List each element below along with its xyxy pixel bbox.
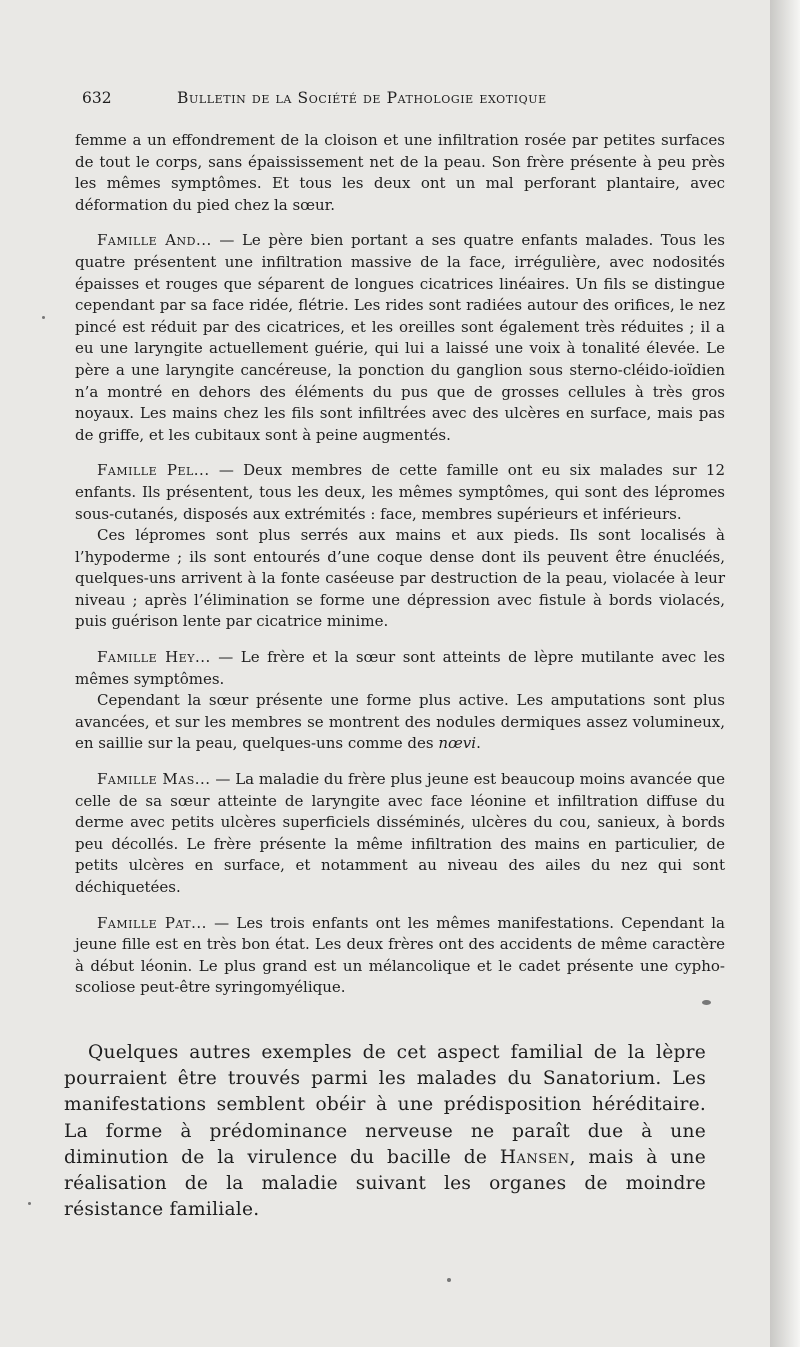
family-name: Famille Mas... (97, 770, 211, 789)
conclusion-end: , mais à une réalisation de la maladie suivant les organes de moindre résistance familiale. (64, 1146, 707, 1221)
family-name: Famille Hey... (97, 648, 211, 667)
ink-blot (702, 1000, 711, 1005)
author-name: Hansen (499, 1146, 570, 1168)
paragraph-text: Cependant la sœur présente une forme plus active. Les amputations sont plus avancées, et sur les membres se montrent des nodules dermiques assez volumineux, en saillie sur la peau, quelques-uns comme des (75, 691, 725, 753)
paragraph-soeur-active (75, 690, 725, 755)
paragraph-text: Ces lépromes sont plus serrés aux mains et aux pieds. Ils sont localisés à l’hypoderme ; ils sont entourés d’une coque dense dont ils peuvent être énucléés, quelques-uns arrivent à la fonte caséeuse par destruction de la peau, violacée à leur niveau ; après l’élimination se forme une dépression avec fistule à bords violacés, puis guérison lente par cicatrice minime. (75, 526, 725, 631)
page-speck (447, 1278, 451, 1282)
paragraph-famille-and (75, 230, 725, 446)
conclusion-start: Quelques autres exemples de cet aspect familial de la lèpre pourraient être trouvés parmi les malades du Sanatorium. Les manifestations semblent obéir à une prédisposition héréditaire. La forme à prédominance nerveuse ne paraît due à une diminution de la virulence du bacille de (64, 1042, 706, 1168)
paragraph-text: femme a un effondrement de la cloison et une infiltration rosée par petites surfaces de tout le corps, sans épaississement net de la peau. Son frère présente à peu près les mêmes symptômes. Et tous les deux ont un mal perforant plantaire, avec déformation du pied chez la sœur. (75, 131, 725, 214)
paragraph-text: — Le frère et la sœur sont atteints de lèpre mutilante avec les mêmes symptômes. (75, 648, 726, 688)
paragraph-text: — Le père bien portant a ses quatre enfants malades. Tous les quatre présentent une infiltration massive de la face, irrégulière, avec nodosités épaisses et rouges que séparent de longues cicatrices linéaires. Un fils se distingue cependant par sa face ridée, flétrie. Les rides sont radiées autour des orifices, le nez pincé est réduit par des cicatrices, et les oreilles sont également très réduites ; il a eu une laryngite actuellement guérie, qui lui a laissé une voix à tonalité élevée. Le père a une laryngite cancéreuse, la ponction du ganglion sous sterno-cléido-ioïdien n’a montré en dehors des éléments du pus que de grosses cellules à très gros noyaux. Les mains chez les fils sont infiltrées avec des ulcères en surface, mais pas de griffe, et les cubitaux sont à peine augmentés. (75, 231, 725, 444)
paragraph-famille-pel (75, 460, 725, 525)
paragraph-famille-pat (75, 913, 725, 999)
conclusion-text (64, 1040, 706, 1223)
paragraph-famille-mas (75, 769, 725, 899)
margin-dot (28, 1202, 31, 1205)
journal-title: Bulletin de la Société de Pathologie exotique (177, 89, 547, 107)
italic-term: nœvi (438, 734, 477, 753)
paragraph-text: — Les trois enfants ont les mêmes manifestations. Cependant la jeune fille est en très bon état. Les deux frères ont des accidents de même caractère à début léonin. Le plus grand est un mélancolique et le cadet présente une cypho-scoliose peut-être syringomyélique. (75, 913, 725, 997)
page-number: 632 (82, 89, 112, 107)
family-name: Famille And... (97, 231, 212, 250)
family-name: Famille Pel... (97, 461, 210, 480)
page-edge (770, 0, 800, 1347)
paragraph-text: — La maladie du frère plus jeune est beaucoup moins avancée que celle de sa sœur atteinte de laryngite avec face léonine et infiltration diffuse du derme avec petits ulcères superficiels disséminés, ulcères du cou, sanieux, à bords peu décollés. Le frère présente la même infiltration des mains en particulier, de petits ulcères en surface, et notamment au niveau des ailes du nez qui sont déchiquetées. (75, 770, 725, 896)
family-name: Famille Pat... (97, 913, 207, 932)
paragraph-continued (75, 130, 725, 216)
closing-paragraph (64, 1040, 706, 1223)
paragraph-famille-hey (75, 647, 725, 690)
paragraph-punctuation: . (476, 734, 481, 753)
paragraph-lepromes (75, 525, 725, 633)
article-body (75, 130, 725, 999)
margin-dot (42, 316, 45, 319)
paragraph-text: — Deux membres de cette famille ont eu six malades sur 12 enfants. Ils présentent, tous les deux, les mêmes symptômes, qui sont des lépromes sous-cutanés, disposés aux extrémités : face, membres supérieurs et inférieurs. (75, 461, 725, 523)
